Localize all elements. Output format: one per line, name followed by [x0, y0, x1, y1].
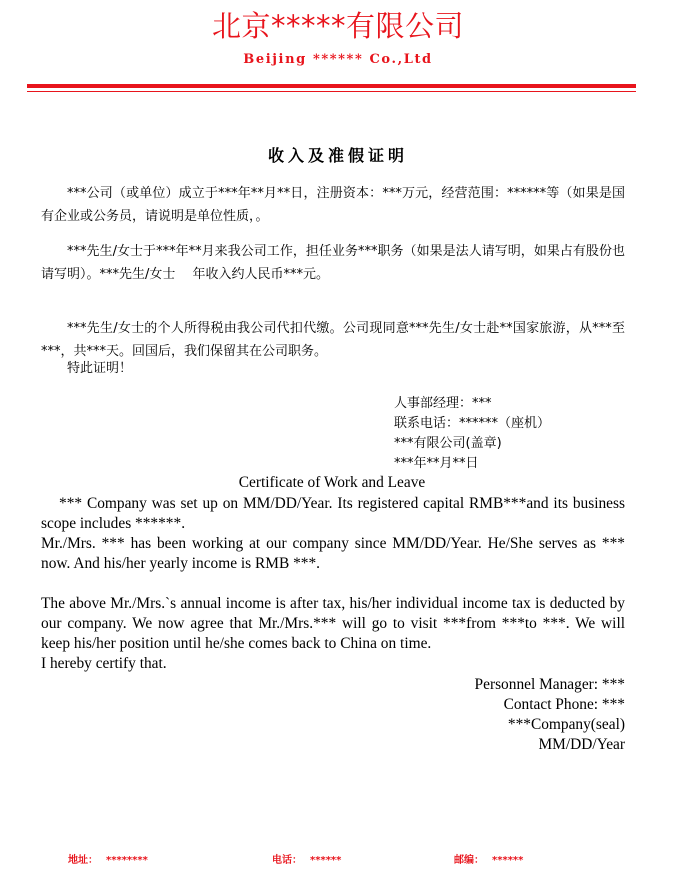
footer-address	[68, 851, 148, 866]
en-paragraph-2: Mr./Mrs. *** has been working at our company since MM/DD/Year. He/She serves as *** now. And his/her yearly income is RMB ***.	[41, 535, 625, 572]
cn-sign-company: ***有限公司(盖章)	[394, 436, 502, 451]
cn-paragraph-2: ***先生/女士于***年**月来我公司工作，担任业务***职务（如果是法人请写明，如果占有股份也请写明）。***先生/女士 年收入约人民币***元。	[41, 244, 625, 282]
cn-paragraph-4: 特此证明！	[67, 361, 133, 376]
cn-paragraph-3: ***先生/女士的个人所得税由我公司代扣代缴。公司现同意***先生/女士赴**国家旅游，从***至***，共***天。回国后，我们保留其在公司职务。	[41, 321, 625, 359]
en-paragraph-1: *** Company was set up on MM/DD/Year. Its registered capital RMB***and its business scope includes ******.	[41, 495, 625, 532]
footer-phone-value: ******	[310, 855, 342, 866]
footer-phone	[272, 851, 341, 866]
footer-address-label: 地址：	[68, 855, 98, 866]
cn-sign-manager: 人事部经理：***	[394, 396, 492, 411]
footer-postcode	[454, 851, 523, 866]
en-paragraph-4: I hereby certify that.	[41, 655, 167, 672]
footer-phone-label: 电话：	[272, 855, 302, 866]
cn-paragraph-1: ***公司（或单位）成立于***年**月**日，注册资本：***万元，经营范围：******等（如果是国有企业或公务员，请说明是单位性质，。	[41, 186, 625, 224]
company-name-en: Beijing ****** Co.,Ltd	[243, 52, 433, 67]
en-sign-manager: Personnel Manager: ***	[474, 676, 625, 693]
letterhead-rule-thick	[27, 84, 636, 88]
cn-sign-phone: 联系电话：******（座机）	[394, 416, 551, 431]
en-paragraph-3: The above Mr./Mrs.`s annual income is after tax, his/her individual income tax is deducted by our company. We now agree that Mr./Mrs.*** will go to visit ***from ***to ***. We will keep his/her position until he/she comes back to China on time.	[41, 595, 625, 652]
footer-postcode-value: ******	[492, 855, 524, 866]
company-name-cn: 北京*****有限公司	[211, 9, 464, 43]
letterhead-rule-thin	[27, 91, 636, 92]
cn-sign-date: ***年**月**日	[394, 456, 479, 471]
footer-postcode-label: 邮编：	[454, 855, 484, 866]
document-title-cn: 收入及准假证明	[267, 146, 408, 165]
en-sign-date: MM/DD/Year	[538, 736, 625, 753]
en-sign-company: ***Company(seal)	[507, 716, 625, 733]
footer-address-value: ********	[106, 855, 148, 866]
en-sign-phone: Contact Phone: ***	[503, 696, 625, 713]
document-title-en: Certificate of Work and Leave	[238, 474, 426, 491]
